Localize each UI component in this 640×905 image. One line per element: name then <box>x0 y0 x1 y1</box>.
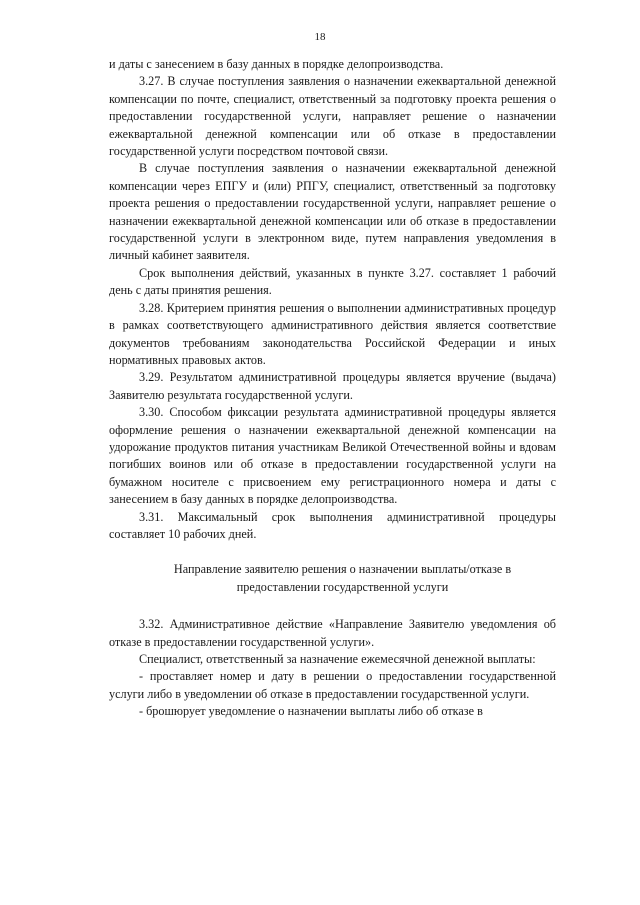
list-item-number-date: - проставляет номер и дату в решении о предоставлении государственной услуги либо в уведомлении об отказе в предоставлении государственной услуги. <box>109 669 556 701</box>
paragraph-deadline-3-27: Срок выполнения действий, указанных в пункте 3.27. составляет 1 рабочий день с даты принятия решения. <box>109 265 556 298</box>
paragraph-3-32: 3.32. Административное действие «Направление Заявителю уведомления об отказе в предоставлении государственной услуги». <box>109 617 556 649</box>
paragraph-responsible-specialist: Специалист, ответственный за назначение ежемесячной денежной выплаты: <box>139 652 536 666</box>
heading-line-2: предоставлении государственной услуги <box>236 579 449 594</box>
page-number: 18 <box>314 31 326 43</box>
section-before-heading <box>109 56 556 543</box>
paragraph-electronic-delivery: В случае поступления заявления о назначении ежеквартальной денежной компенсации через ЕПГУ и (или) РПГУ, специалист, ответственный за подготовку проекта решения о предоставлении государственной услуги, направляет решение о назначении ежеквартальной денежной компенсации или об отказе в предоставлении государственной услуги в электронном виде, путем направления уведомления в личный кабинет заявителя. <box>109 161 556 263</box>
heading-line-1: Направление заявителю решения о назначении выплаты/отказе в <box>173 562 512 577</box>
section-heading <box>109 561 556 596</box>
paragraph-continuation: и даты с занесением в базу данных в порядке делопроизводства. <box>109 57 444 71</box>
paragraph-3-29: 3.29. Результатом административной процедуры является вручение (выдача) Заявителю результата государственной услуги. <box>109 370 556 402</box>
paragraph-3-31: 3.31. Максимальный срок выполнения административной процедуры составляет 10 рабочих дней. <box>109 509 556 541</box>
list-item-brochure: - брошюрует уведомление о назначении выплаты либо об отказе в <box>139 704 483 719</box>
section-after-heading <box>109 616 556 720</box>
paragraph-3-27: 3.27. В случае поступления заявления о назначении ежеквартальной денежной компенсации по почте, специалист, ответственный за подготовку проекта решения о предоставлении государственной услуги, направляет решение о назначении ежеквартальной денежной компенсации или об отказе в предоставлении государственной услуги посредством почтовой связи. <box>109 74 556 159</box>
paragraph-3-30: 3.30. Способом фиксации результата административной процедуры является оформление решения о назначении ежеквартальной денежной компенсации на удорожание продуктов питания участникам Великой Отечественной войны и вдовам погибших воинов или об отказе в предоставлении государственной услуги на бумажном носителе с присвоением ему регистрационного номера и даты с занесением в базу данных в порядке делопроизводства. <box>109 405 556 507</box>
paragraph-3-28: 3.28. Критерием принятия решения о выполнении административных процедур в рамках соответствующего административного действия является соответствие документов требованиям законодательства Российской Федерации и иных нормативных правовых актов. <box>109 300 556 367</box>
